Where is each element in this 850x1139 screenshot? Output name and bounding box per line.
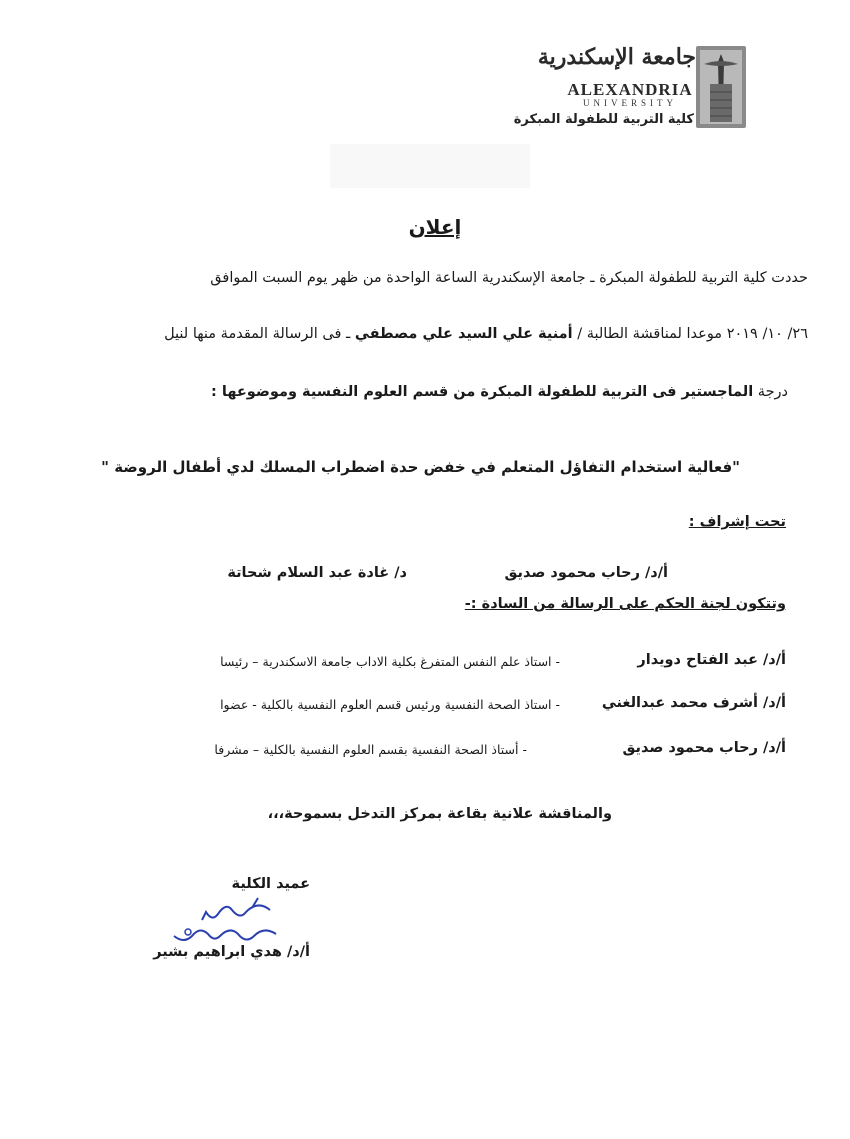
line-2-tail: ـ فى الرسالة المقدمة منها لنيل xyxy=(164,326,351,342)
committee-heading: وتتكون لجنة الحكم على الرسالة من السادة :- xyxy=(464,596,786,612)
committee-member-role: - استاذ علم النفس المتفرغ بكلية الاداب جامعة الاسكندرية – رئيسا xyxy=(220,654,560,669)
committee-member-role: - استاذ الصحة النفسية ورئيس قسم العلوم النفسية بالكلية - عضوا xyxy=(220,697,560,712)
university-label: UNIVERSITY xyxy=(583,98,677,108)
faculty-name: كلية التربية للطفولة المبكرة xyxy=(513,112,694,127)
dean-title: عميد الكلية xyxy=(231,876,310,892)
committee-member-name: أ/د/ أشرف محمد عبدالغني xyxy=(601,695,786,711)
degree-description: الماجستير فى التربية للطفولة المبكرة من قسم العلوم النفسية وموضوعها : xyxy=(211,384,754,400)
supervision-heading: تحت إشراف : xyxy=(688,514,786,530)
closing-statement: والمناقشة علانية بقاعة بمركز التدخل بسموحة،،، xyxy=(267,806,612,822)
university-name-arabic: جامعة الإسكندرية xyxy=(537,44,696,70)
supervisor-2: د/ غادة عبد السلام شحاتة xyxy=(227,565,407,581)
university-name-english: ALEXANDRIA xyxy=(567,80,693,99)
line-3-prefix: درجة xyxy=(757,384,788,400)
supervisor-1: أ/د/ رحاب محمود صديق xyxy=(504,565,668,581)
committee-member-name: أ/د/ عبد الفتاح دويدار xyxy=(637,652,786,668)
scan-smudge xyxy=(330,144,530,188)
discussion-date: ٢٦/ ١٠/ ٢٠١٩ xyxy=(726,326,808,342)
dean-name: أ/د/ هدي ابراهيم بشير xyxy=(153,944,310,960)
announcement-title: إعلان xyxy=(408,215,462,239)
committee-member-role: - أستاذ الصحة النفسية بقسم العلوم النفسية بالكلية – مشرفا xyxy=(214,742,527,757)
thesis-title: "فعالية استخدام التفاؤل المتعلم في خفض حدة اضطراب المسلك لدي أطفال الروضة " xyxy=(101,458,740,476)
announcement-line-2 xyxy=(164,326,808,342)
announcement-line-3 xyxy=(211,384,788,400)
student-name: أمنية علي السيد علي مصطفي xyxy=(354,326,573,342)
line-2-text: موعدا لمناقشة الطالبة / xyxy=(577,326,723,342)
announcement-line-1: حددت كلية التربية للطفولة المبكرة ـ جامعة الإسكندرية الساعة الواحدة من ظهر يوم السبت الموافق xyxy=(210,270,808,286)
university-emblem xyxy=(694,44,748,130)
committee-member-name: أ/د/ رحاب محمود صديق xyxy=(622,740,786,756)
